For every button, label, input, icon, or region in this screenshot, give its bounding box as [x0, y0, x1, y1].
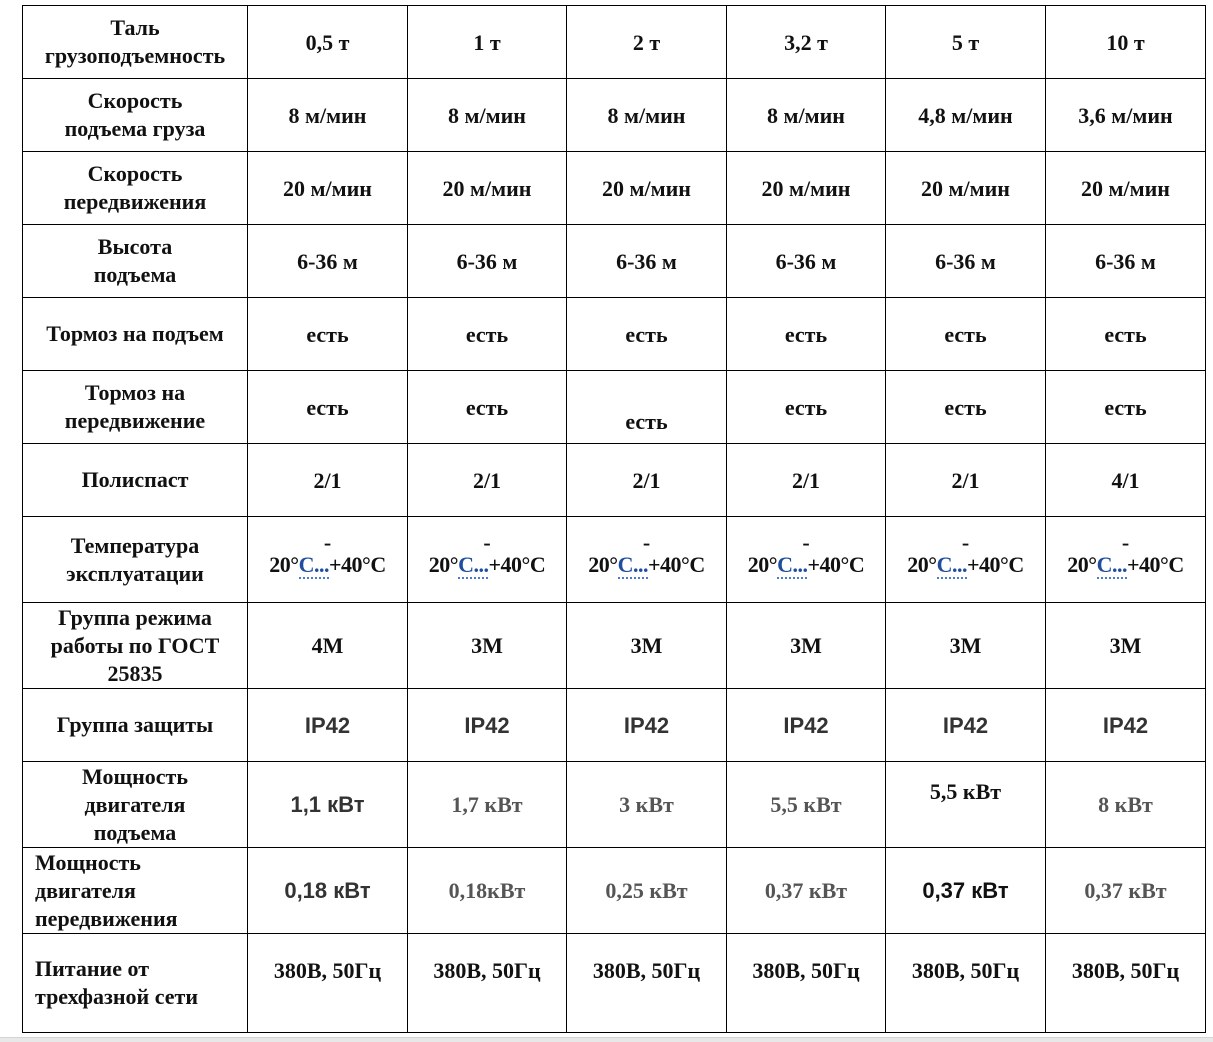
table-cell: 3,2 т [727, 6, 886, 79]
collapsed-link[interactable]: С... [617, 551, 648, 577]
row-label-lift-motor-power [23, 762, 248, 848]
table-row [23, 225, 1206, 298]
temp-low: 20° [747, 551, 778, 577]
label-line: Скорость [87, 161, 183, 186]
temp-high: +40°С [647, 551, 705, 577]
temp-high: +40°С [328, 551, 386, 577]
cell-text: есть [625, 408, 668, 434]
label-line: передвижения [63, 189, 207, 214]
table-cell: есть [886, 371, 1046, 444]
table-cell: 3М [1046, 603, 1206, 689]
table-cell [408, 517, 567, 603]
label-line: Таль [110, 15, 160, 40]
table-cell: 8 м/мин [727, 79, 886, 152]
label-line: двигателя [84, 791, 186, 817]
table-row [23, 371, 1206, 444]
cell-text: 380В, 50Гц [433, 957, 541, 983]
table-cell: 20 м/мин [567, 152, 727, 225]
row-label-temperature [23, 517, 248, 603]
label-line: Тормоз на [84, 380, 186, 405]
table-cell: 20 м/мин [1046, 152, 1206, 225]
table-cell: 2/1 [567, 444, 727, 517]
label-line: Температура [70, 532, 200, 558]
label-line: Тормоз на подъем [46, 321, 224, 346]
table-row [23, 298, 1206, 371]
table-cell: 1,7 кВт [408, 762, 567, 848]
temp-high: +40°С [807, 551, 865, 577]
label-line: Высота [97, 234, 173, 259]
table-cell: 2 т [567, 6, 727, 79]
label-line: передвижение [64, 408, 206, 433]
row-label-power-supply [23, 934, 248, 1033]
table-cell [1046, 517, 1206, 603]
table-cell: 3М [567, 603, 727, 689]
table-cell [408, 934, 567, 1033]
table-cell: 0,18 кВт [248, 848, 408, 934]
table-cell [567, 517, 727, 603]
table-cell: есть [1046, 371, 1206, 444]
temp-high: +40°С [966, 551, 1024, 577]
row-label-capacity [23, 6, 248, 79]
table-row [23, 934, 1206, 1033]
table-cell: 10 т [1046, 6, 1206, 79]
table-cell: IP42 [248, 689, 408, 762]
table-cell: 0,18кВт [408, 848, 567, 934]
label-line: Мощность [35, 849, 141, 875]
minus-sign: - [323, 529, 332, 555]
row-label-travel-motor-power [23, 848, 248, 934]
table-cell: 0,37 кВт [886, 848, 1046, 934]
table-cell: 4,8 м/мин [886, 79, 1046, 152]
temp-high: +40°С [1126, 551, 1184, 577]
table-cell: 6-36 м [567, 225, 727, 298]
table-cell: 4/1 [1046, 444, 1206, 517]
temp-low: 20° [269, 551, 299, 577]
table-cell: 20 м/мин [727, 152, 886, 225]
table-cell: 6-36 м [727, 225, 886, 298]
table-row [23, 517, 1206, 603]
cell-text: 380В, 50Гц [911, 957, 1020, 983]
label-line: Скорость [87, 88, 183, 113]
specification-table [22, 5, 1206, 1033]
table-cell: 0,25 кВт [567, 848, 727, 934]
table-row [23, 79, 1206, 152]
table-cell: 1,1 кВт [248, 762, 408, 848]
table-cell [886, 762, 1046, 848]
table-cell: 3М [886, 603, 1046, 689]
temp-low: 20° [588, 551, 618, 577]
label-line: 25835 [107, 660, 163, 686]
table-cell: 5 т [886, 6, 1046, 79]
table-cell [567, 371, 727, 444]
page-bottom-divider [0, 1037, 1213, 1042]
table-row [23, 848, 1206, 934]
table-cell [886, 517, 1046, 603]
table-cell: 20 м/мин [248, 152, 408, 225]
table-cell: 6-36 м [886, 225, 1046, 298]
table-row [23, 152, 1206, 225]
table-cell: 6-36 м [1046, 225, 1206, 298]
table-cell: 0,5 т [248, 6, 408, 79]
table-cell: 4М [248, 603, 408, 689]
table-cell: IP42 [886, 689, 1046, 762]
table-row [23, 603, 1206, 689]
table-cell [727, 934, 886, 1033]
row-label-pulley [23, 444, 248, 517]
table-cell: 2/1 [408, 444, 567, 517]
label-line: подъема [93, 262, 177, 287]
table-cell: есть [886, 298, 1046, 371]
table-cell: 2/1 [886, 444, 1046, 517]
label-line: подъема груза [64, 116, 206, 141]
table-cell: IP42 [1046, 689, 1206, 762]
row-label-lift-brake [23, 298, 248, 371]
table-cell: 8 м/мин [567, 79, 727, 152]
temperature-range [727, 551, 885, 579]
table-cell: 5,5 кВт [727, 762, 886, 848]
temperature-range [408, 551, 566, 579]
label-line: передвижения [35, 905, 178, 931]
temperature-range [1046, 551, 1205, 579]
row-label-lift-speed [23, 79, 248, 152]
table-cell: есть [567, 298, 727, 371]
minus-sign: - [483, 529, 491, 555]
temp-low: 20° [907, 551, 937, 577]
table-cell: IP42 [567, 689, 727, 762]
row-label-duty-group [23, 603, 248, 689]
temperature-range [886, 551, 1045, 579]
label-line: работы по ГОСТ [50, 632, 220, 658]
table-cell [727, 517, 886, 603]
table-cell: 6-36 м [248, 225, 408, 298]
table-cell: есть [408, 371, 567, 444]
label-line: Питание от [35, 956, 149, 981]
table-cell [567, 934, 727, 1033]
table-cell [248, 517, 408, 603]
table-cell: 20 м/мин [408, 152, 567, 225]
table-cell [886, 934, 1046, 1033]
cell-text: 5,5 кВт [929, 779, 1002, 804]
temp-low: 20° [1067, 551, 1097, 577]
table-cell: 2/1 [727, 444, 886, 517]
cell-text: 380В, 50Гц [592, 957, 701, 983]
table-cell: IP42 [408, 689, 567, 762]
table-cell: 3,6 м/мин [1046, 79, 1206, 152]
temp-low: 20° [428, 551, 459, 577]
table-cell: 2/1 [248, 444, 408, 517]
table-row [23, 762, 1206, 848]
collapsed-link[interactable]: С... [458, 551, 489, 577]
label-line: двигателя [35, 877, 136, 903]
table-cell [248, 934, 408, 1033]
label-line: Группа режима [58, 604, 212, 630]
collapsed-link[interactable]: С... [777, 551, 808, 577]
cell-text: 380В, 50Гц [752, 957, 860, 983]
minus-sign: - [1121, 529, 1130, 555]
row-label-protection [23, 689, 248, 762]
label-line: Мощность [82, 763, 188, 789]
table-cell: есть [727, 298, 886, 371]
row-label-travel-brake [23, 371, 248, 444]
table-cell: 20 м/мин [886, 152, 1046, 225]
table-cell: 8 м/мин [408, 79, 567, 152]
table-cell: есть [727, 371, 886, 444]
table-row [23, 444, 1206, 517]
minus-sign: - [802, 529, 810, 555]
table-cell: 3М [408, 603, 567, 689]
table-cell: есть [248, 371, 408, 444]
table-cell: 8 кВт [1046, 762, 1206, 848]
table-cell: 3 кВт [567, 762, 727, 848]
label-line: подъема [93, 819, 177, 845]
label-line: грузоподъемность [44, 43, 226, 68]
label-line: Полиспаст [81, 467, 189, 492]
row-label-lift-height [23, 225, 248, 298]
cell-text: 380В, 50Гц [273, 957, 382, 983]
temperature-range [567, 551, 726, 579]
table-cell: 0,37 кВт [727, 848, 886, 934]
table-row [23, 689, 1206, 762]
temp-high: +40°С [488, 551, 546, 577]
collapsed-link[interactable]: С... [298, 551, 329, 577]
collapsed-link[interactable]: С... [936, 551, 967, 577]
collapsed-link[interactable]: С... [1096, 551, 1127, 577]
row-label-travel-speed [23, 152, 248, 225]
table-cell: 6-36 м [408, 225, 567, 298]
table-cell [1046, 934, 1206, 1033]
minus-sign: - [961, 529, 970, 555]
table-cell: 3М [727, 603, 886, 689]
minus-sign: - [642, 529, 651, 555]
temperature-range [248, 551, 407, 579]
table-cell: есть [248, 298, 408, 371]
table-cell: 1 т [408, 6, 567, 79]
table-cell: есть [1046, 298, 1206, 371]
label-line: эксплуатации [66, 560, 204, 586]
label-line: трехфазной сети [35, 984, 198, 1009]
table-row [23, 6, 1206, 79]
label-line: Группа защиты [56, 712, 214, 737]
table-cell: 0,37 кВт [1046, 848, 1206, 934]
table-cell: IP42 [727, 689, 886, 762]
cell-text: 380В, 50Гц [1071, 957, 1180, 983]
table-cell: 8 м/мин [248, 79, 408, 152]
table-cell: есть [408, 298, 567, 371]
